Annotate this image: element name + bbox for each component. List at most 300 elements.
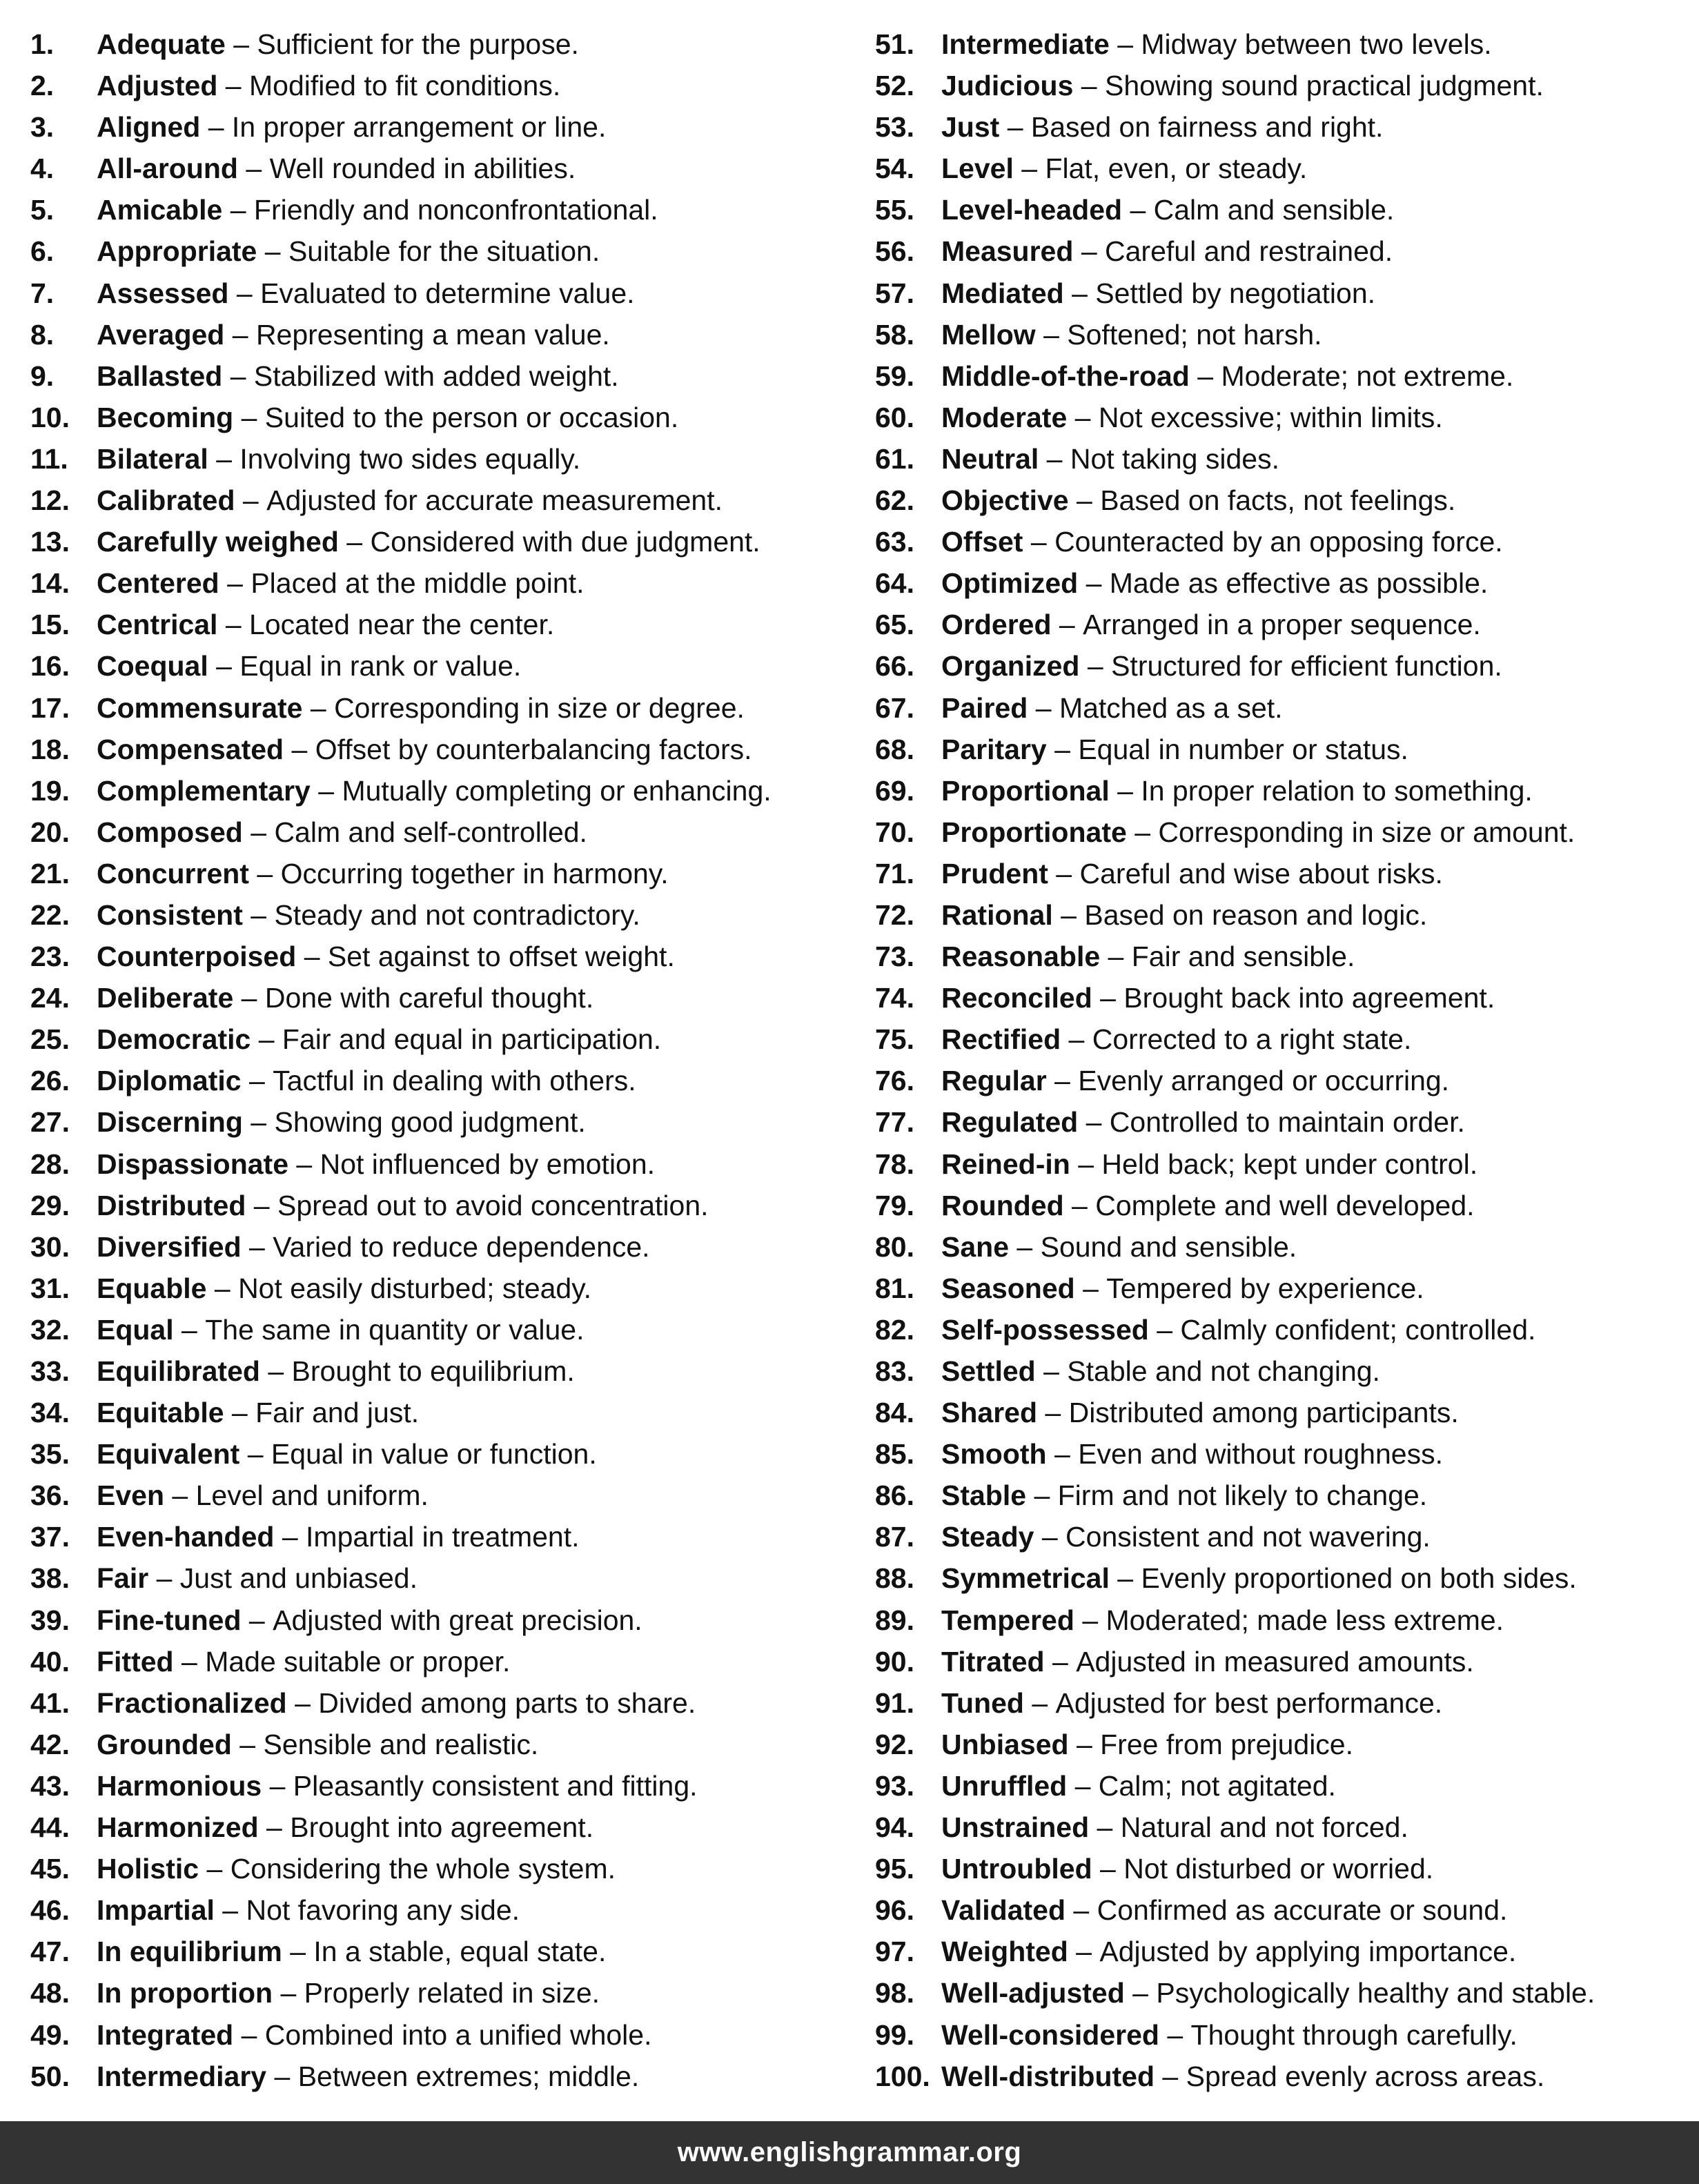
entry-definition: The same in quantity or value. <box>205 1313 585 1346</box>
entry-number: 25. <box>30 1023 70 1056</box>
list-item <box>30 106 845 148</box>
entry-word: Averaged <box>97 318 225 351</box>
entry-dash: – <box>1044 1645 1077 1678</box>
entry-word: Rounded <box>941 1189 1064 1221</box>
entry-number: 56. <box>875 235 914 268</box>
entry-word: Unruffled <box>941 1769 1068 1802</box>
entry-word: Equal <box>97 1313 174 1346</box>
entry-word: Settled <box>941 1355 1036 1387</box>
list-item <box>875 1060 1696 1101</box>
entry-definition: Representing a mean value. <box>255 318 610 351</box>
entry-word: Carefully weighed <box>97 526 339 558</box>
entry-number: 70. <box>875 816 914 848</box>
entry-number: 81. <box>875 1272 914 1304</box>
entry-definition: Stabilized with added weight. <box>253 360 619 392</box>
entry-number: 53. <box>875 111 914 144</box>
list-item <box>875 1185 1696 1226</box>
entry-dash: – <box>224 1397 256 1429</box>
list-item <box>875 438 1696 480</box>
entry-dash: – <box>1052 898 1085 931</box>
list-item <box>30 1931 845 1972</box>
list-item <box>30 65 845 106</box>
list-item <box>875 23 1696 65</box>
entry-word: Well-adjusted <box>941 1977 1125 2009</box>
entry-dash: – <box>1155 2060 1186 2092</box>
entry-dash: – <box>1067 401 1099 433</box>
entry-dash: – <box>1028 691 1059 724</box>
list-item <box>30 645 845 687</box>
entry-dash: – <box>237 153 270 185</box>
list-item <box>30 1600 845 1641</box>
entry-dash: – <box>206 1272 239 1304</box>
entry-dash: – <box>1070 1148 1102 1180</box>
entry-number: 28. <box>30 1148 70 1180</box>
list-item <box>875 1889 1696 1931</box>
entry-word: Unbiased <box>941 1728 1069 1760</box>
entry-dash: – <box>1037 1397 1069 1429</box>
entry-word: Reined-in <box>941 1148 1070 1180</box>
list-item <box>30 1185 845 1226</box>
list-item <box>875 1557 1696 1599</box>
list-item <box>875 2056 1696 2097</box>
entry-definition: Occurring together in harmony. <box>280 857 669 889</box>
entry-definition: Showing sound practical judgment. <box>1104 70 1544 102</box>
list-item <box>30 189 845 230</box>
entry-number: 78. <box>875 1148 914 1180</box>
entry-word: Counterpoised <box>97 941 297 973</box>
entry-definition: Steady and not contradictory. <box>274 898 640 931</box>
list-item <box>875 1392 1696 1433</box>
entry-number: 26. <box>30 1065 70 1097</box>
entry-definition: Level and uniform. <box>195 1479 429 1512</box>
entry-definition: In proper arrangement or line. <box>231 111 607 144</box>
entry-word: Centrical <box>97 609 218 641</box>
entry-word: Calibrated <box>97 484 235 517</box>
entry-definition: Adjusted by applying importance. <box>1099 1936 1517 1968</box>
entry-word: Fair <box>97 1562 149 1595</box>
entry-word: Becoming <box>97 401 234 433</box>
entry-definition: Arranged in a proper sequence. <box>1083 609 1481 641</box>
entry-number: 1. <box>30 28 55 60</box>
entry-number: 10. <box>30 401 70 433</box>
entry-definition: Careful and restrained. <box>1105 235 1393 268</box>
entry-word: Fractionalized <box>97 1686 287 1719</box>
entry-dash: – <box>1159 2018 1191 2051</box>
entry-definition: Suited to the person or occasion. <box>264 401 679 433</box>
entry-definition: Calm and self-controlled. <box>274 816 587 848</box>
entry-dash: – <box>262 1769 293 1802</box>
entry-definition: Impartial in treatment. <box>306 1521 580 1553</box>
entry-word: In equilibrium <box>97 1936 282 1968</box>
entry-word: Diplomatic <box>97 1065 242 1097</box>
entry-number: 30. <box>30 1230 70 1263</box>
entry-definition: Psychologically healthy and stable. <box>1156 1977 1595 2009</box>
entry-definition: Based on facts, not feelings. <box>1100 484 1456 517</box>
entry-definition: Calmly confident; controlled. <box>1180 1313 1536 1346</box>
entry-number: 61. <box>875 442 914 475</box>
entry-definition: Mutually completing or enhancing. <box>342 774 772 807</box>
entry-definition: Combined into a unified whole. <box>264 2018 652 2051</box>
entry-definition: Properly related in size. <box>304 1977 600 2009</box>
entry-word: Moderate <box>941 401 1068 433</box>
entry-word: Shared <box>941 1397 1037 1429</box>
entry-definition: In a stable, equal state. <box>313 1936 607 1968</box>
entry-number: 69. <box>875 774 914 807</box>
entry-number: 16. <box>30 650 70 682</box>
entry-word: Harmonized <box>97 1811 259 1844</box>
entry-dash: – <box>1092 982 1124 1014</box>
entry-word: Symmetrical <box>941 1562 1110 1595</box>
entry-number: 86. <box>875 1479 914 1512</box>
entry-word: Level-headed <box>941 194 1123 226</box>
list-item <box>30 936 845 977</box>
entry-definition: Not excessive; within limits. <box>1098 401 1443 433</box>
entry-definition: Brought to equilibrium. <box>291 1355 575 1387</box>
entry-definition: Corresponding in size or degree. <box>334 691 745 724</box>
entry-definition: Stable and not changing. <box>1067 1355 1380 1387</box>
entry-definition: Calm; not agitated. <box>1098 1769 1336 1802</box>
entry-number: 34. <box>30 1397 70 1429</box>
entry-word: Judicious <box>941 70 1074 102</box>
entry-definition: Corresponding in size or amount. <box>1158 816 1575 848</box>
entry-definition: Sufficient for the purpose. <box>257 28 579 60</box>
entry-definition: Equal in value or function. <box>271 1438 597 1470</box>
entry-word: Bilateral <box>97 442 208 475</box>
entry-number: 64. <box>875 567 914 600</box>
entry-number: 41. <box>30 1686 70 1719</box>
entry-dash: – <box>251 1023 282 1056</box>
entry-dash: – <box>282 1936 314 1968</box>
entry-word: Mellow <box>941 318 1036 351</box>
entry-dash: – <box>1109 774 1141 807</box>
entry-word: Distributed <box>97 1189 246 1221</box>
entry-word: Discerning <box>97 1106 243 1139</box>
entry-word: Ballasted <box>97 360 223 392</box>
list-item <box>875 189 1696 230</box>
entry-number: 23. <box>30 941 70 973</box>
entry-dash: – <box>173 1645 206 1678</box>
list-item <box>30 687 845 729</box>
entry-word: Concurrent <box>97 857 249 889</box>
list-item <box>30 1807 845 1848</box>
list-item <box>30 480 845 521</box>
list-item <box>875 355 1696 397</box>
entry-number: 68. <box>875 733 914 765</box>
entry-number: 55. <box>875 194 914 226</box>
entry-definition: Considering the whole system. <box>230 1853 616 1885</box>
entry-definition: Equal in number or status. <box>1078 733 1408 765</box>
entry-word: Reasonable <box>941 941 1101 973</box>
entry-dash: – <box>338 526 371 558</box>
entry-word: Consistent <box>97 898 243 931</box>
list-item <box>30 2014 845 2056</box>
entry-definition: Based on reason and logic. <box>1084 898 1428 931</box>
entry-number: 93. <box>875 1769 914 1802</box>
entry-word: Holistic <box>97 1853 199 1885</box>
entry-word: Measured <box>941 235 1074 268</box>
entry-definition: Evaluated to determine value. <box>260 277 635 309</box>
list-item <box>875 853 1696 894</box>
entry-definition: Moderate; not extreme. <box>1221 360 1514 392</box>
entry-number: 95. <box>875 1853 914 1885</box>
entry-number: 75. <box>875 1023 914 1056</box>
list-item <box>30 1350 845 1392</box>
entry-dash: – <box>1189 360 1221 392</box>
entry-number: 5. <box>30 194 55 226</box>
entry-definition: Confirmed as accurate or sound. <box>1097 1894 1508 1927</box>
entry-dash: – <box>1079 650 1112 682</box>
entry-word: Self-possessed <box>941 1313 1149 1346</box>
entry-dash: – <box>222 194 254 226</box>
entry-dash: – <box>241 1230 273 1263</box>
list-item <box>30 397 845 438</box>
entry-definition: Fair and just. <box>255 1397 420 1429</box>
entry-word: Appropriate <box>97 235 257 268</box>
entry-dash: – <box>222 360 254 392</box>
entry-definition: Fair and equal in participation. <box>282 1023 662 1056</box>
entry-number: 44. <box>30 1811 70 1844</box>
list-item <box>30 1392 845 1433</box>
entry-definition: Modified to fit conditions. <box>249 70 561 102</box>
entry-definition: Flat, even, or steady. <box>1045 153 1308 185</box>
list-item <box>875 687 1696 729</box>
entry-number: 24. <box>30 982 70 1014</box>
entry-number: 9. <box>30 360 55 392</box>
list-item <box>875 1101 1696 1143</box>
entry-number: 39. <box>30 1604 70 1636</box>
entry-definition: Not disturbed or worried. <box>1123 1853 1434 1885</box>
entry-dash: – <box>233 982 265 1014</box>
entry-number: 45. <box>30 1853 70 1885</box>
entry-word: Regular <box>941 1065 1047 1097</box>
list-item <box>875 1807 1696 1848</box>
list-item <box>875 811 1696 853</box>
entry-dash: – <box>217 70 249 102</box>
entry-definition: Between extremes; middle. <box>297 2060 640 2092</box>
entry-definition: Considered with due judgment. <box>370 526 760 558</box>
entry-number: 47. <box>30 1936 70 1968</box>
entry-number: 11. <box>30 442 68 475</box>
entry-dash: – <box>1039 442 1070 475</box>
entry-number: 74. <box>875 982 914 1014</box>
entry-dash: – <box>231 1728 264 1760</box>
entry-dash: – <box>1078 567 1110 600</box>
list-item <box>875 770 1696 811</box>
entry-dash: – <box>302 691 335 724</box>
entry-definition: Adjusted with great precision. <box>273 1604 642 1636</box>
website-url[interactable]: www.englishgrammar.org <box>677 2137 1022 2167</box>
entry-definition: Careful and wise about risks. <box>1079 857 1443 889</box>
entry-number: 100. <box>875 2060 930 2092</box>
entry-dash: – <box>1046 733 1079 765</box>
list-item <box>875 148 1696 189</box>
list-item <box>30 1268 845 1309</box>
list-item <box>875 1600 1696 1641</box>
entry-word: Intermediate <box>941 28 1110 60</box>
entry-word: Steady <box>941 1521 1034 1553</box>
entry-number: 96. <box>875 1894 914 1927</box>
entry-number: 89. <box>875 1604 914 1636</box>
entry-word: Fine-tuned <box>97 1604 242 1636</box>
entry-dash: – <box>1122 194 1154 226</box>
entry-dash: – <box>241 1604 273 1636</box>
entry-definition: Held back; kept under control. <box>1101 1148 1478 1180</box>
list-item <box>875 977 1696 1019</box>
list-item <box>875 1019 1696 1060</box>
entry-number: 33. <box>30 1355 70 1387</box>
entry-dash: – <box>239 1438 271 1470</box>
entry-number: 20. <box>30 816 70 848</box>
entry-dash: – <box>266 2060 298 2092</box>
entry-number: 83. <box>875 1355 914 1387</box>
entry-definition: Spread evenly across areas. <box>1186 2060 1545 2092</box>
entry-dash: – <box>214 1894 246 1927</box>
entry-dash: – <box>233 401 265 433</box>
list-item <box>875 106 1696 148</box>
entry-word: Equilibrated <box>97 1355 260 1387</box>
entry-number: 58. <box>875 318 914 351</box>
list-item <box>30 1641 845 1682</box>
list-item <box>875 1848 1696 1889</box>
entry-number: 90. <box>875 1645 914 1678</box>
list-item <box>30 1433 845 1475</box>
entry-dash: – <box>1109 28 1141 60</box>
list-item <box>875 1516 1696 1557</box>
entry-number: 31. <box>30 1272 70 1304</box>
entry-number: 3. <box>30 111 55 144</box>
entry-definition: Suitable for the situation. <box>288 235 600 268</box>
entry-number: 97. <box>875 1936 914 1968</box>
entry-word: Rectified <box>941 1023 1061 1056</box>
entry-definition: Counteracted by an opposing force. <box>1054 526 1503 558</box>
list-item <box>30 729 845 770</box>
entry-dash: – <box>164 1479 196 1512</box>
entry-number: 51. <box>875 28 914 60</box>
entry-number: 85. <box>875 1438 914 1470</box>
entry-definition: Calm and sensible. <box>1153 194 1395 226</box>
entry-number: 48. <box>30 1977 70 2009</box>
list-item <box>30 1682 845 1724</box>
list-item <box>875 1931 1696 1972</box>
entry-dash: – <box>1034 1521 1066 1553</box>
entry-dash: – <box>1035 1355 1068 1387</box>
entry-dash: – <box>148 1562 180 1595</box>
list-item <box>30 1475 845 1516</box>
entry-number: 13. <box>30 526 70 558</box>
entry-word: Weighted <box>941 1936 1068 1968</box>
entry-definition: Spread out to avoid concentration. <box>277 1189 709 1221</box>
list-item <box>875 397 1696 438</box>
list-item <box>30 1889 845 1931</box>
entry-word: Adequate <box>97 28 226 60</box>
entry-word: Deliberate <box>97 982 234 1014</box>
entry-number: 94. <box>875 1811 914 1844</box>
entry-number: 49. <box>30 2018 70 2051</box>
entry-definition: In proper relation to something. <box>1141 774 1533 807</box>
entry-word: Fitted <box>97 1645 174 1678</box>
entry-definition: Not influenced by emotion. <box>320 1148 656 1180</box>
entry-word: Smooth <box>941 1438 1047 1470</box>
entry-number: 22. <box>30 898 70 931</box>
entry-word: Integrated <box>97 2018 234 2051</box>
entry-dash: – <box>233 2018 265 2051</box>
entry-word: Validated <box>941 1894 1066 1927</box>
entry-number: 43. <box>30 1769 70 1802</box>
entry-number: 12. <box>30 484 70 517</box>
list-item <box>30 23 845 65</box>
list-item <box>30 604 845 645</box>
entry-word: Reconciled <box>941 982 1092 1014</box>
entry-dash: – <box>284 733 315 765</box>
list-item <box>875 2014 1696 2056</box>
list-item <box>875 936 1696 977</box>
entry-dash: – <box>1073 70 1105 102</box>
entry-word: Stable <box>941 1479 1027 1512</box>
entry-definition: Adjusted for accurate measurement. <box>266 484 723 517</box>
entry-word: Rational <box>941 898 1053 931</box>
entry-word: Level <box>941 153 1014 185</box>
entry-word: Untroubled <box>941 1853 1092 1885</box>
entry-dash: – <box>217 609 250 641</box>
entry-definition: Fair and sensible. <box>1131 941 1355 973</box>
list-item <box>30 977 845 1019</box>
entry-dash: – <box>286 1686 319 1719</box>
entry-word: Intermediary <box>97 2060 267 2092</box>
entry-dash: – <box>1009 1230 1041 1263</box>
entry-number: 8. <box>30 318 55 351</box>
entry-dash: – <box>173 1313 206 1346</box>
entry-definition: Varied to reduce dependence. <box>273 1230 650 1263</box>
entry-word: Adjusted <box>97 70 218 102</box>
entry-definition: Equal in rank or value. <box>239 650 522 682</box>
entry-word: Coequal <box>97 650 208 682</box>
entry-number: 2. <box>30 70 55 102</box>
list-item <box>875 1268 1696 1309</box>
entry-word: Proportional <box>941 774 1110 807</box>
entry-word: Equitable <box>97 1397 224 1429</box>
entry-dash: – <box>1089 1811 1121 1844</box>
entry-number: 62. <box>875 484 914 517</box>
entry-definition: Natural and not forced. <box>1120 1811 1408 1844</box>
entry-dash: – <box>1063 277 1096 309</box>
list-item <box>30 1143 845 1185</box>
entry-definition: Set against to offset weight. <box>327 941 675 973</box>
entry-dash: – <box>241 1065 273 1097</box>
entry-word: Complementary <box>97 774 311 807</box>
list-item <box>875 1475 1696 1516</box>
entry-number: 79. <box>875 1189 914 1221</box>
entry-word: Proportionate <box>941 816 1127 848</box>
entry-definition: Brought into agreement. <box>290 1811 594 1844</box>
entry-definition: Moderated; made less extreme. <box>1106 1604 1504 1636</box>
entry-number: 60. <box>875 401 914 433</box>
entry-word: Diversified <box>97 1230 242 1263</box>
entry-number: 38. <box>30 1562 70 1595</box>
entry-dash: – <box>246 1189 277 1221</box>
entry-definition: Located near the center. <box>249 609 555 641</box>
entry-word: Even-handed <box>97 1521 275 1553</box>
entry-dash: – <box>1092 1853 1124 1885</box>
entry-definition: Divided among parts to share. <box>318 1686 696 1719</box>
entry-number: 82. <box>875 1313 914 1346</box>
word-list-column-left <box>30 23 845 2097</box>
entry-definition: Controlled to maintain order. <box>1109 1106 1465 1139</box>
list-item <box>30 1226 845 1268</box>
list-item <box>875 1641 1696 1682</box>
entry-dash: – <box>1046 1438 1079 1470</box>
entry-dash: – <box>208 442 240 475</box>
entry-word: Objective <box>941 484 1069 517</box>
